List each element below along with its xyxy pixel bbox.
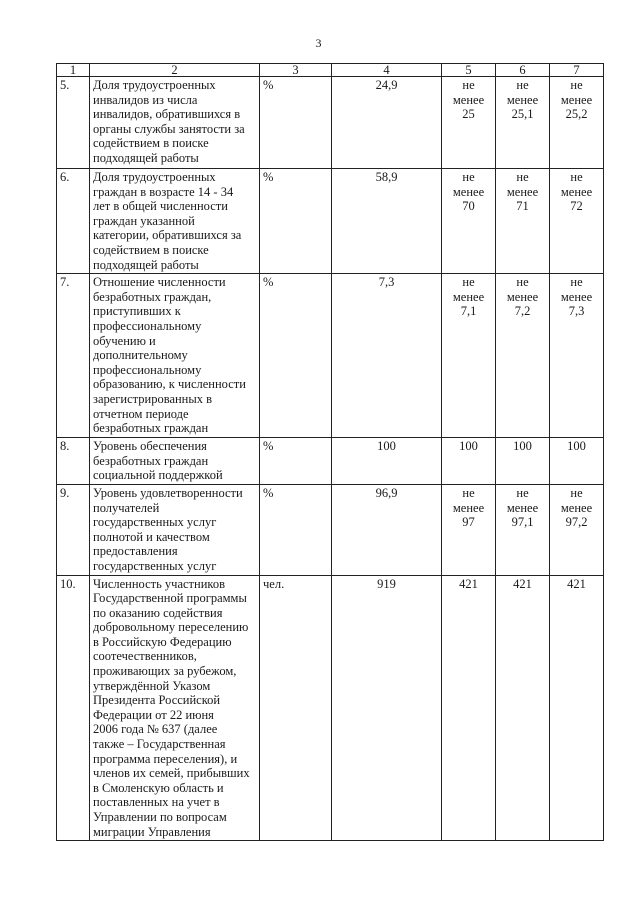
indicator-description (90, 169, 260, 274)
target-value-line: 70 (462, 199, 475, 214)
target-value-line: менее (560, 92, 593, 107)
target-value-year-3 (550, 484, 604, 575)
description-line: в Смоленскую область и (93, 780, 224, 795)
target-value-line: не (516, 170, 529, 184)
description-line: 2006 года № 637 (далее (93, 722, 218, 737)
target-value-line: не (570, 78, 583, 92)
target-value-year-1 (442, 575, 496, 841)
page-number: 3 (315, 36, 322, 50)
description-line: безработных граждан (93, 421, 209, 436)
target-value-line: не (516, 485, 529, 500)
table-row (57, 575, 604, 841)
target-value-year-2 (496, 274, 550, 438)
description-line: получателей (93, 500, 160, 515)
description-line: проживающих за рубежом, (93, 664, 237, 679)
table-row (57, 438, 604, 485)
target-value-line: 100 (567, 439, 586, 454)
row-number: 6. (57, 169, 90, 274)
target-value-line: не (462, 170, 475, 184)
description-line: профессиональному (93, 318, 202, 333)
indicator-description (90, 438, 260, 485)
target-value-line: менее (452, 289, 485, 304)
target-value-year-2 (496, 575, 550, 841)
target-value-line: не (462, 275, 475, 290)
table-row (57, 484, 604, 575)
target-value-line: 72 (570, 199, 583, 214)
target-value-line: менее (560, 184, 593, 199)
unit-of-measure: % (260, 169, 332, 274)
description-line: подходящей работы (93, 150, 199, 165)
description-line: утверждённой Указом (93, 678, 211, 693)
column-header: 5 (442, 64, 496, 77)
description-line: Государственной программы (93, 591, 247, 606)
base-value: 7,3 (332, 274, 442, 438)
target-value-line: не (516, 78, 529, 92)
indicators-table (56, 63, 604, 841)
target-value-line: менее (506, 500, 539, 515)
column-header: 4 (332, 64, 442, 77)
target-value-line: 25 (462, 107, 475, 122)
target-value-line: менее (506, 289, 539, 304)
unit-of-measure: % (260, 274, 332, 438)
target-value-year-3 (550, 77, 604, 169)
target-value-line: не (570, 170, 583, 184)
target-value-year-2 (496, 169, 550, 274)
row-number: 5. (57, 77, 90, 169)
target-value-line: менее (452, 184, 485, 199)
target-value-year-2 (496, 77, 550, 169)
target-value-line: менее (506, 92, 539, 107)
description-line: добровольному переселению (93, 620, 249, 635)
indicator-description (90, 484, 260, 575)
description-line: Президента Российской (93, 693, 221, 708)
indicator-description (90, 77, 260, 169)
description-line: Отношение численности (93, 275, 226, 290)
description-line: безработных граждан, (93, 289, 212, 304)
indicator-description (90, 575, 260, 841)
description-line: содействием в поиске (93, 136, 209, 151)
description-line: обучению и (93, 333, 156, 348)
target-value-year-3 (550, 169, 604, 274)
description-line: граждан указанной (93, 213, 195, 228)
description-line: подходящей работы (93, 257, 199, 272)
description-line: органы службы занятости за (93, 121, 245, 136)
description-line: дополнительному (93, 348, 188, 363)
unit-of-measure: % (260, 438, 332, 485)
description-line: категории, обратившихся за (93, 228, 242, 243)
target-value-line: 100 (459, 439, 478, 454)
base-value: 100 (332, 438, 442, 485)
row-number: 8. (57, 438, 90, 485)
unit-of-measure: чел. (260, 575, 332, 841)
column-header: 7 (550, 64, 604, 77)
column-header: 3 (260, 64, 332, 77)
table-row (57, 77, 604, 169)
unit-of-measure: % (260, 77, 332, 169)
base-value: 96,9 (332, 484, 442, 575)
indicator-description (90, 274, 260, 438)
target-value-year-1 (442, 484, 496, 575)
column-header: 2 (90, 64, 260, 77)
target-value-line: 7,1 (460, 304, 477, 319)
target-value-line: 25,2 (565, 107, 588, 122)
target-value-year-1 (442, 169, 496, 274)
column-header: 6 (496, 64, 550, 77)
target-value-line: не (570, 275, 583, 290)
row-number: 9. (57, 484, 90, 575)
description-line: также – Государственная (93, 737, 226, 752)
description-line: инвалидов, обратившихся в (93, 107, 241, 122)
target-value-year-3 (550, 274, 604, 438)
unit-of-measure: % (260, 484, 332, 575)
description-line: Федерации от 22 июня (93, 707, 214, 722)
row-number: 7. (57, 274, 90, 438)
target-value-line: не (462, 485, 475, 500)
target-value-year-1 (442, 274, 496, 438)
description-line: по оказанию содействия (93, 605, 223, 620)
target-value-line: 421 (513, 576, 532, 591)
description-line: Доля трудоустроенных (93, 170, 216, 184)
target-value-year-2 (496, 438, 550, 485)
target-value-line: менее (452, 92, 485, 107)
target-value-line: 7,2 (514, 304, 531, 319)
description-line: Численность участников (93, 576, 225, 591)
description-line: членов их семей, прибывших (93, 766, 250, 781)
base-value: 919 (332, 575, 442, 841)
description-line: профессиональному (93, 362, 202, 377)
description-line: миграции Управления (93, 824, 211, 839)
row-number: 10. (57, 575, 90, 841)
target-value-line: менее (452, 500, 485, 515)
target-value-year-1 (442, 77, 496, 169)
description-line: содействием в поиске (93, 242, 209, 257)
target-value-line: 71 (516, 199, 529, 214)
description-line: приступивших к (93, 304, 181, 319)
table-row (57, 169, 604, 274)
target-value-year-2 (496, 484, 550, 575)
target-value-line: 7,3 (568, 304, 585, 319)
description-line: Уровень удовлетворенности (93, 485, 243, 500)
description-line: Управлении по вопросам (93, 810, 227, 824)
description-line: полнотой и качеством (93, 529, 210, 544)
description-line: программа переселения), и (93, 751, 238, 766)
target-value-line: 97 (462, 515, 475, 530)
description-line: предоставления (93, 544, 178, 559)
target-value-line: 421 (567, 576, 586, 591)
target-value-line: 421 (459, 576, 478, 591)
target-value-line: 100 (513, 439, 532, 454)
table-row (57, 274, 604, 438)
target-value-line: менее (560, 289, 593, 304)
target-value-year-1 (442, 438, 496, 485)
description-line: зарегистрированных в (93, 391, 213, 406)
description-line: социальной поддержкой (93, 468, 223, 483)
base-value: 24,9 (332, 77, 442, 169)
target-value-line: 25,1 (511, 107, 534, 122)
description-line: безработных граждан (93, 453, 209, 468)
description-line: граждан в возрасте 14 - 34 (93, 184, 234, 199)
target-value-year-3 (550, 438, 604, 485)
description-line: государственных услуг (93, 515, 217, 530)
column-header: 1 (57, 64, 90, 77)
description-line: поставленных на учет в (93, 795, 220, 810)
description-line: образованию, к численности (93, 377, 246, 392)
target-value-line: не (462, 78, 475, 92)
target-value-line: менее (506, 184, 539, 199)
description-line: отчетном периоде (93, 406, 189, 421)
target-value-line: 97,1 (511, 515, 534, 530)
base-value: 58,9 (332, 169, 442, 274)
description-line: Уровень обеспечения (93, 439, 207, 454)
target-value-line: менее (560, 500, 593, 515)
target-value-line: не (516, 275, 529, 290)
description-line: Доля трудоустроенных (93, 78, 216, 92)
description-line: в Российскую Федерацию (93, 634, 232, 649)
target-value-line: 97,2 (565, 515, 588, 530)
header-row (57, 64, 604, 77)
description-line: инвалидов из числа (93, 92, 198, 107)
description-line: лет в общей численности (93, 199, 228, 214)
target-value-line: не (570, 485, 583, 500)
description-line: государственных услуг (93, 558, 217, 573)
target-value-year-3 (550, 575, 604, 841)
description-line: соотечественников, (93, 649, 197, 664)
